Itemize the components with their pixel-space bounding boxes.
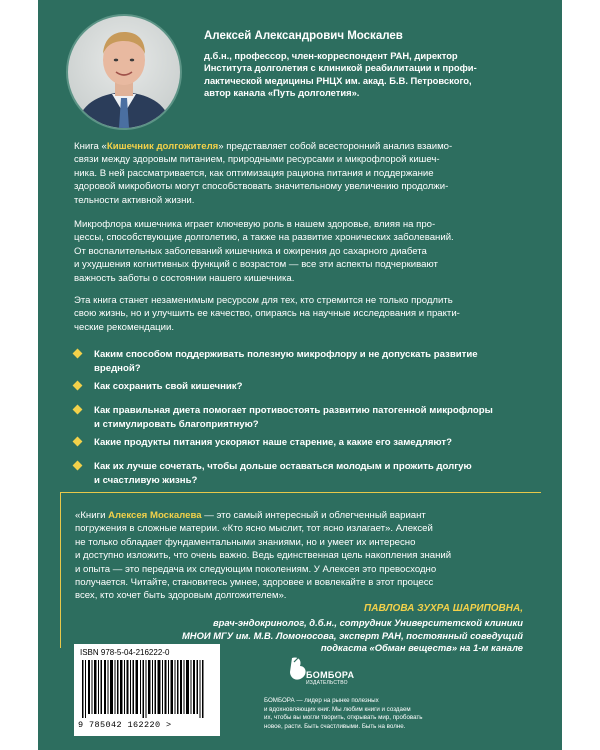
quote-text: «Книги [75, 510, 109, 521]
quote-author-highlight: Алексея Москалева [108, 510, 202, 521]
question-line: Как правильная диета помогает противостоять развитию патогенной микрофлоры [94, 405, 493, 416]
question-line: Как сохранить свой кишечник? [94, 381, 243, 392]
quote-line: и доступно изложить, что очень важно. Ведь единственная цель накопления знаний [75, 550, 452, 562]
isbn-text: ISBN 978-5-04-216222-0 [80, 648, 170, 657]
author-photo [66, 14, 182, 130]
reviewer-title-line: врач-эндокринолог, д.б.н., сотрудник Университетской клиники [213, 617, 523, 628]
question-text [94, 460, 514, 487]
question-line: и стимулировать благоприятную? [94, 418, 259, 430]
publisher-description [264, 697, 464, 731]
barcode-number: 9 785042 162220 > [78, 720, 172, 730]
question-line: и счастливую жизнь? [94, 474, 198, 486]
reviewer-title-line: МНОИ МГУ им. М.В. Ломоносова, эксперт РАН, постоянный соведущий [182, 629, 523, 641]
intro-line: важность заботы о состоянии нашего кишечника. [74, 272, 295, 284]
quote-line: всех, кто хочет быть здоровым долгожителем». [75, 590, 287, 602]
question-line: Какие продукты питания ускоряют наше старение, а какие его замедляют? [94, 437, 452, 448]
intro-line: Эта книга станет незаменимым ресурсом для тех, кто стремится не только продлить [74, 295, 453, 306]
author-bio-line: автор канала «Путь долголетия». [204, 87, 360, 99]
author-bio-line: лактической медицины РНЦХ им. акад. Б.В. Петровского, [204, 74, 472, 86]
diamond-bullet-icon [73, 437, 83, 447]
back-cover [38, 0, 562, 750]
intro-text: » представляет собой всесторонний анализ взаимо- [218, 141, 453, 152]
question-line: Каким способом поддерживать полезную микрофлору и не допускать развитие [94, 349, 478, 360]
reviewer-title-line: подкаста «Обман веществ» на 1-м канале [320, 642, 523, 654]
intro-line: тельности активной жизни. [74, 194, 195, 206]
question-text [94, 404, 514, 431]
intro-line: свою жизнь, но и улучшить ее качество, опираясь на научные исследования и практи- [74, 308, 460, 320]
publisher-line: БОМБОРА — лидер на рынке полезных [264, 697, 379, 704]
quote-line: и опыта — это передача их следующим поколениям. У Алексея это превосходно [75, 563, 437, 575]
publisher-logo-text: БОМБОРА [306, 670, 355, 680]
quote-text: — это самый интересный и облегченный вариант [201, 510, 426, 521]
intro-line: ника. В ней рассматривается, как оптимизация рациона питания и поддержание [74, 167, 434, 179]
publisher-logo-subtitle: ИЗДАТЕЛЬСТВО [306, 680, 348, 686]
quote-line [75, 509, 530, 522]
question-text [94, 348, 514, 375]
publisher-line: их, чтобы вы могли творить, открывать мир, пробовать [264, 714, 423, 722]
reviewer-name: ПАВЛОВА ЗУХРА ШАРИПОВНА, [364, 603, 523, 614]
intro-line: и ухудшения когнитивных функций с возрастом — все эти аспекты подчеркивают [74, 259, 438, 271]
intro-line: здоровой микробиоты могут способствовать значительному увеличению продолжи- [74, 181, 449, 193]
question-text [94, 380, 514, 394]
intro-line: цессы, способствующие долголетию, а также на развитие хронических заболеваний. [74, 232, 454, 244]
question-text [94, 436, 514, 450]
intro-paragraph-3 [74, 294, 530, 334]
intro-paragraph-2 [74, 218, 530, 285]
author-name: Алексей Александрович Москалев [204, 30, 403, 42]
quote-line: погружения в сложные материи. «Кто ясно мыслит, тот ясно излагает». Алексей [75, 523, 433, 535]
author-bio-line: д.б.н., профессор, член-корреспондент РАН, директор [204, 50, 458, 61]
diamond-bullet-icon [73, 381, 83, 391]
intro-line [74, 140, 530, 153]
diamond-bullet-icon [73, 405, 83, 415]
diamond-bullet-icon [73, 349, 83, 359]
intro-paragraph-1 [74, 140, 530, 207]
intro-line: связи между здоровым питанием, природными ресурсами и микрофлорой кишеч- [74, 154, 440, 166]
intro-line: Микрофлора кишечника играет ключевую роль в нашем здоровье, влияя на про- [74, 219, 436, 230]
author-bio [204, 50, 544, 100]
barcode-label [74, 644, 220, 736]
barcode-icon [82, 660, 212, 718]
question-line: вредной? [94, 362, 141, 374]
publisher-line: новое, расти. Быть счастливыми. Быть на волне. [264, 722, 406, 730]
publisher-line: и вдохновляющих книг. Мы любим книги и создаем [264, 705, 411, 713]
author-bio-line: Института долголетия с клиникой реабилитации и профи- [204, 62, 477, 74]
intro-line: От воспалительных заболеваний кишечника и ожирения до сахарного диабета [74, 245, 427, 257]
book-title: Кишечник долгожителя [106, 141, 219, 152]
quote-line: не только обладает фундаментальными знаниями, но и умеет их интересно [75, 536, 416, 548]
question-line: Как их лучше сочетать, чтобы дольше оставаться молодым и прожить долгую [94, 461, 472, 472]
diamond-bullet-icon [73, 461, 83, 471]
review-quote [75, 509, 530, 603]
quote-line: получается. Читайте, становитесь умнее, здоровее и вовлекайте в этот процесс [75, 577, 434, 589]
intro-text: Книга « [74, 141, 107, 152]
intro-line: ческие рекомендации. [74, 321, 175, 333]
